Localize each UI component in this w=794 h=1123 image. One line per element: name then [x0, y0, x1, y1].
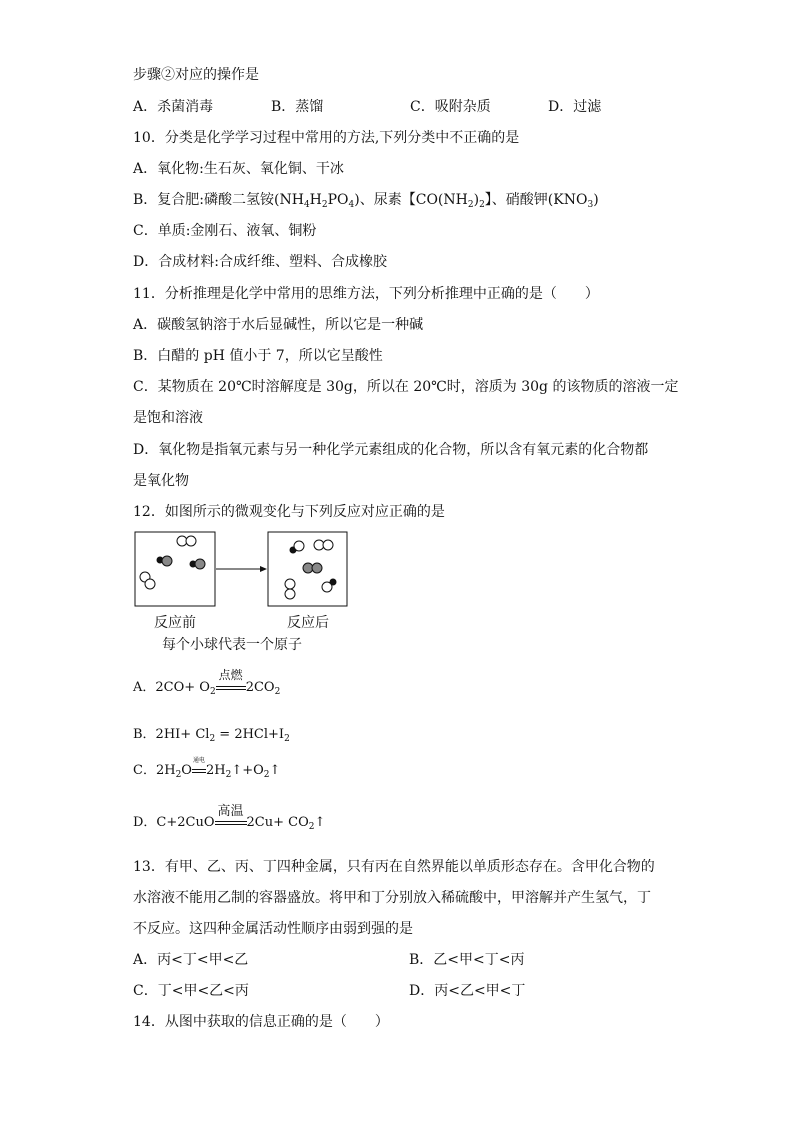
- q9-options: [133, 98, 653, 116]
- q10-b-part3: 、硝酸钾(KNO: [491, 192, 588, 208]
- q13-options-row2: [133, 982, 653, 1000]
- q12-option-a[interactable]: A．$2CO+ O_2$ 点燃 $2CO_2$: [133, 668, 281, 697]
- atom-white: [145, 579, 155, 589]
- reaction-diagram: [134, 531, 374, 651]
- q13-stem-line1: 13．有甲、乙、丙、丁四种金属，只有丙在自然界能以单质形态存在。含甲化合物的: [133, 859, 655, 875]
- before-box: [135, 532, 215, 606]
- atom-white: [186, 536, 196, 546]
- q11-option-a[interactable]: A．碳酸氢钠溶于水后显碱性，所以它是一种碱: [133, 317, 424, 333]
- arrow-head: [260, 566, 267, 572]
- q11-option-c-line2: 是饱和溶液: [133, 410, 203, 426]
- q10-stem: 10．分类是化学学习过程中常用的方法,下列分类中不正确的是: [133, 130, 520, 146]
- q10-option-b[interactable]: B．复合肥:磷酸二氢铵$(NH_4H_2PO_4)$、尿素【$CO(NH_2)_2$】、硝酸钾$(KNO_3)$: [133, 192, 599, 210]
- q13-option-a[interactable]: A．丙<丁<甲<乙: [133, 952, 249, 968]
- particle-diagram-svg: [134, 531, 374, 611]
- diagram-note: 每个小球代表一个原子: [162, 637, 302, 653]
- q11-stem: 11．分析推理是化学中常用的思维方法，下列分析推理中正确的是（ ）: [133, 286, 599, 302]
- q11-option-d-line1[interactable]: D．氧化物是指氧元素与另一种化学元素组成的化合物，所以含有氧元素的化合物都: [133, 442, 649, 458]
- q13-stem-line3: 不反应。这四种金属活动性顺序由弱到强的是: [133, 921, 413, 937]
- q10-b-part1: B．复合肥:磷酸二氢铵(NH: [133, 192, 304, 208]
- q10-option-d[interactable]: D．合成材料:合成纤维、塑料、合成橡胶: [133, 254, 387, 270]
- q14-stem: 14．从图中获取的信息正确的是（ ）: [133, 1014, 389, 1030]
- condition-ignite: 点燃: [218, 668, 243, 682]
- q9-option-b[interactable]: B．蒸馏: [271, 99, 324, 115]
- atom-white: [294, 541, 304, 551]
- q10-b-part2: 、尿素【CO(NH: [359, 192, 468, 208]
- q12-option-b[interactable]: B．$2HI+ Cl_2 = 2HCl+I_2$: [133, 727, 290, 744]
- q11-option-c-line1[interactable]: C．某物质在 20℃时溶解度是 30g，所以在 20℃时，溶质为 30g 的该物质的溶液一定: [133, 379, 679, 395]
- after-caption: 反应后: [287, 615, 329, 631]
- q12-option-c[interactable]: C．$2H_2O$ 通电 $2H_2↑+O_2↑$: [133, 757, 281, 780]
- q13-option-b[interactable]: B．乙<甲<丁<丙: [409, 952, 525, 968]
- condition-electrolysis: 通电: [192, 757, 205, 764]
- q10-option-a[interactable]: A．氧化物:生石灰、氧化铜、干冰: [133, 161, 344, 177]
- atom-white: [322, 582, 332, 592]
- q9-stem: 步骤②对应的操作是: [133, 67, 259, 83]
- q13-option-c[interactable]: C．丁<甲<乙<丙: [133, 983, 249, 999]
- atom-white: [285, 579, 295, 589]
- before-caption: 反应前: [154, 615, 196, 631]
- atom-white: [323, 540, 333, 550]
- q10-option-c[interactable]: C．单质:金刚石、液氧、铜粉: [133, 223, 317, 239]
- q12-stem: 12．如图所示的微观变化与下列反应对应正确的是: [133, 504, 445, 520]
- q9-option-c[interactable]: C．吸附杂质: [410, 99, 491, 115]
- condition-high-temp: 高温: [217, 804, 244, 819]
- q13-stem-line2: 水溶液不能用乙制的容器盛放。将甲和丁分别放入稀硫酸中，甲溶解并产生氢气，丁: [133, 890, 651, 906]
- q13-option-d[interactable]: D．丙<乙<甲<丁: [409, 983, 526, 999]
- q13-options-row1: [133, 951, 653, 969]
- atom-white: [285, 589, 295, 599]
- q12-option-d[interactable]: D．C+2CuO 高温 $2Cu+ CO_2↑$: [133, 811, 325, 830]
- q9-option-a[interactable]: A．杀菌消毒: [133, 99, 214, 115]
- atom-gray: [162, 556, 172, 566]
- q11-option-d-line2: 是氧化物: [133, 473, 189, 489]
- atom-gray: [195, 559, 205, 569]
- atom-gray: [312, 563, 322, 573]
- q11-option-b[interactable]: B．白醋的 pH 值小于 7，所以它呈酸性: [133, 348, 383, 364]
- q9-option-d[interactable]: D．过滤: [548, 99, 602, 115]
